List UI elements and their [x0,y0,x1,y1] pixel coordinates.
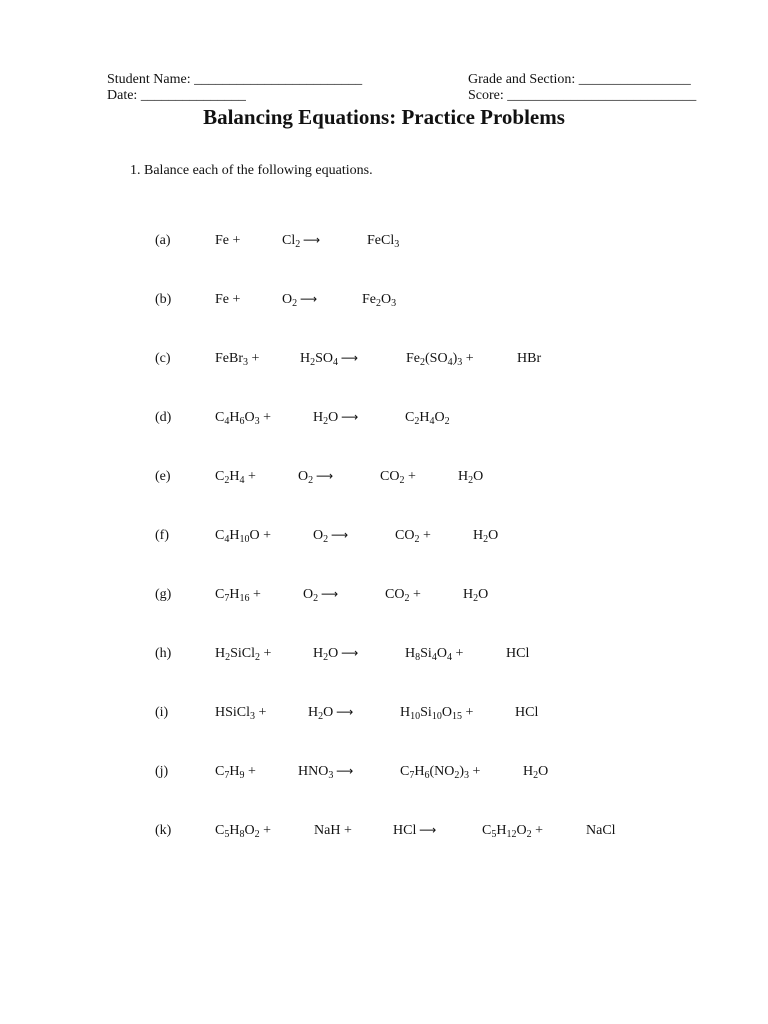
equation-term: $H_2SO_4$ ⟶ [300,351,358,368]
equation-row [0,528,768,548]
plus-sign: + [340,823,352,838]
student-name-field: Student Name: ________________________ [107,72,363,87]
equation-row [0,351,768,371]
reaction-arrow-icon: ⟶ [318,587,338,601]
plus-sign: + [248,351,260,366]
equation-label: (i) [155,705,169,720]
plus-sign: + [229,292,241,307]
equation-term: NaH + [314,823,352,838]
equation-term: $Fe_2O_3$ [362,292,397,309]
equation-label: (b) [155,292,172,307]
plus-sign: + [259,410,271,425]
equation-term: $Cl_2$ ⟶ [282,233,320,250]
equation-term: $C_5H_{12}O_2$ + [482,823,543,840]
equation-term: $O_2$ ⟶ [303,587,338,604]
reaction-arrow-icon: ⟶ [333,764,353,778]
plus-sign: + [451,646,464,661]
equation-term: $H_2SiCl_2$ + [215,646,272,663]
equation-term: $C_7H_{16}$ + [215,587,261,604]
equation-term: $H_2O$ ⟶ [308,705,353,722]
equation-row [0,764,768,784]
equation-label: (d) [155,410,172,425]
equation-row [0,292,768,312]
equation-term: $O_2$ ⟶ [298,469,333,486]
equation-term: $O_2$ ⟶ [313,528,348,545]
equation-term: $Fe_2(SO_4)_3$ + [406,351,474,368]
instruction-text: 1. Balance each of the following equations. [130,163,373,178]
equation-term: $H_2O$ [473,528,499,545]
plus-sign: + [419,528,431,543]
score-field: Score: ___________________________ [468,88,697,103]
equation-term: $C_7H_6(NO_2)_3$ + [400,764,481,781]
equation-term: $H_8Si_4O_4$ + [405,646,464,663]
equation-term: $C_7H_9$ + [215,764,256,781]
equation-label: (f) [155,528,169,543]
reaction-arrow-icon: ⟶ [333,705,353,719]
equation-label: (c) [155,351,171,366]
equation-term: $CO_2$ + [395,528,431,545]
equation-term: $H_2O$ [458,469,484,486]
equation-term: $C_4H_6O_3$ + [215,410,271,427]
equation-term: $O_2$ ⟶ [282,292,317,309]
equation-term: HBr [517,351,542,366]
equation-term: NaCl [586,823,616,838]
equation-term: HSiCl$_3$ + [215,705,267,722]
reaction-arrow-icon: ⟶ [338,410,358,424]
plus-sign: + [469,764,481,779]
plus-sign: + [229,233,241,248]
equation-term: $C_2H_4$ + [215,469,256,486]
equation-row [0,823,768,843]
equation-term: $H_2O$ ⟶ [313,646,358,663]
reaction-arrow-icon: ⟶ [338,351,358,365]
plus-sign: + [259,528,271,543]
equation-term: $C_2H_4O_2$ [405,410,450,427]
equation-term: $CO_2$ + [380,469,416,486]
equation-term: HCl [506,646,530,661]
equation-term: $C_5H_8O_2$ + [215,823,271,840]
date-field: Date: _______________ [107,88,246,103]
equation-term: FeCl$_3$ [367,233,400,250]
equation-term: $H_2O$ ⟶ [313,410,358,427]
plus-sign: + [461,705,474,720]
page-title: Balancing Equations: Practice Problems [203,105,565,129]
equation-term: HCl [515,705,539,720]
plus-sign: + [244,764,256,779]
equation-row [0,410,768,430]
plus-sign: + [259,823,271,838]
plus-sign: + [531,823,543,838]
reaction-arrow-icon: ⟶ [416,823,436,837]
reaction-arrow-icon: ⟶ [328,528,348,542]
reaction-arrow-icon: ⟶ [300,233,320,247]
equation-label: (k) [155,823,172,838]
reaction-arrow-icon: ⟶ [297,292,317,306]
plus-sign: + [462,351,474,366]
equation-term: $H_2O$ [523,764,549,781]
equation-row [0,646,768,666]
equation-row [0,469,768,489]
reaction-arrow-icon: ⟶ [338,646,358,660]
equation-term: $C_4H_{10}O$ + [215,528,271,545]
equation-term: $HNO_3$ ⟶ [298,764,353,781]
equation-term: $H_{10}Si_{10}O_{15}$ + [400,705,474,722]
equation-term: Fe + [215,233,241,248]
equation-row [0,705,768,725]
equation-term: Fe + [215,292,241,307]
equation-label: (h) [155,646,172,661]
plus-sign: + [409,587,421,602]
grade-section-field: Grade and Section: ________________ [468,72,691,87]
plus-sign: + [244,469,256,484]
equation-label: (e) [155,469,171,484]
equation-row [0,233,768,253]
equation-term: FeBr$_3$ + [215,351,260,368]
equation-term: HCl ⟶ [393,823,436,838]
plus-sign: + [260,646,272,661]
equation-term: $CO_2$ + [385,587,421,604]
equation-row [0,587,768,607]
plus-sign: + [249,587,261,602]
equation-label: (g) [155,587,172,602]
plus-sign: + [255,705,267,720]
equation-label: (a) [155,233,171,248]
reaction-arrow-icon: ⟶ [313,469,333,483]
equation-label: (j) [155,764,169,779]
equation-term: $H_2O$ [463,587,489,604]
plus-sign: + [404,469,416,484]
